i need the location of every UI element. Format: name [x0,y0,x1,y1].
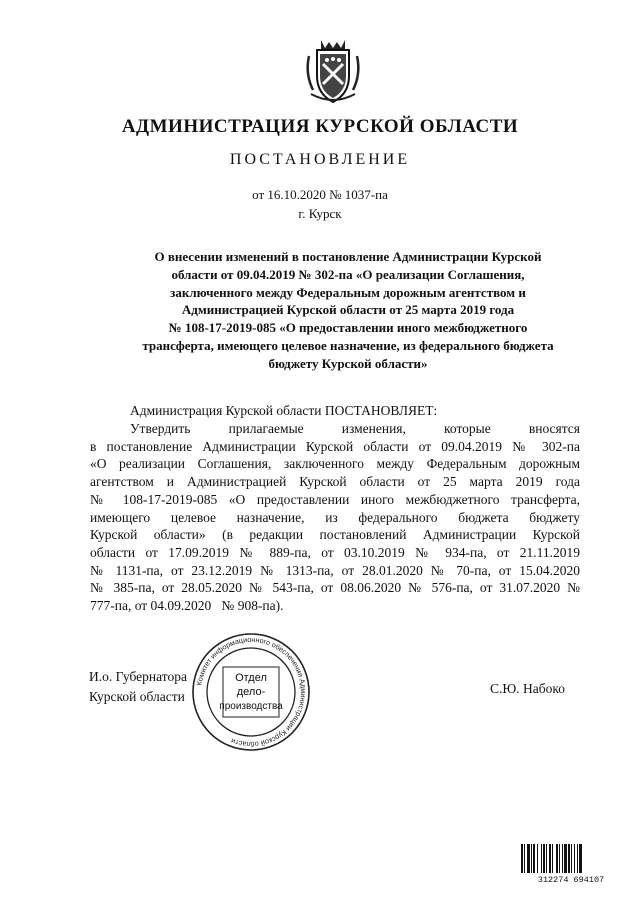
barcode-bar [524,844,525,873]
body-line: № 108-17-2019-085 «О предоставлении иного межбюджетного трансферта, [90,491,580,507]
title-line: области от 09.04.2019 № 302-па «О реализации Соглашения, [171,266,525,282]
body-intro: Администрация Курской области ПОСТАНОВЛЯЕТ: [130,403,438,418]
barcode-bar [564,844,567,873]
barcode-bar [552,844,553,873]
body-line: «О реализации Соглашения, заключенного между Федеральным дорожным [90,456,580,472]
body-line: Утвердить прилагаемые изменения, которые вносятся [130,421,580,436]
coat-of-arms-icon [303,36,363,106]
barcode-bar [571,844,572,873]
barcode-bar [531,844,532,873]
barcode-bar [579,844,582,873]
barcode-bar [533,844,535,873]
document-city: г. Курск [298,206,342,221]
title-line: Администрацией Курской области от 25 марта 2019 года [181,302,515,318]
barcode-bar [549,844,551,873]
title-line: бюджету Курской области» [268,355,428,371]
barcode-number: 312274 694107 [537,875,605,884]
barcode-bar [574,844,575,873]
barcode-bar [543,844,545,873]
title-line: трансферта, имеющего целевое назначение, из федерального бюджета [142,337,554,353]
signatory-name: С.Ю. Набоко [490,681,565,696]
signatory-position-line: И.о. Губернатора [89,669,188,684]
stamp-ring-text: Комитет информационного обеспечения Администрации Курской области [194,634,309,750]
title-line: заключенного между Федеральным дорожным агентством и [170,284,526,300]
body-line: области от 17.09.2019 № 889-па, от 03.10.2019 № 934-па, от 21.11.2019 [90,544,580,560]
body-line: в постановление Администрации Курской области от 09.04.2019 № 302-па [90,438,580,454]
document-type: ПОСТАНОВЛЕНИЕ [229,151,411,168]
barcode-bar [546,844,547,873]
barcode [520,844,622,884]
barcode-bar [527,844,530,873]
stamp-line: дело- [236,686,266,698]
body-paragraph [90,420,580,615]
body-line: Курской области» (в редакции постановлений Администрации Курской [90,527,580,543]
signatory-position-line: Курской области [89,689,185,704]
body-line: имеющего целевое назначение, из федерального бюджета бюджету [90,509,580,525]
title-line: О внесении изменений в постановление Администрации Курской [154,249,542,264]
document-title [118,248,578,373]
barcode-bar [577,844,578,873]
stamp-line: Отдел [235,672,267,684]
barcode-bar [541,844,542,873]
body-line: № 1131-па, от 23.12.2019 № 1313-па, от 28.01.2020 № 70-па, от 15.04.2020 [90,562,580,578]
barcode-bar [556,844,558,873]
office-stamp [190,631,312,753]
body-line: 777-па, от 04.09.2020 № 908-па). [90,598,284,614]
authority-name: АДМИНИСТРАЦИЯ КУРСКОЙ ОБЛАСТИ [121,116,519,137]
barcode-bar [559,844,560,873]
barcode-bar [521,844,523,873]
barcode-bar [562,844,563,873]
body-line: агентством и Администрацией Курской области от 25 марта 2019 года [90,474,580,490]
stamp-line: производства [219,701,283,712]
signatory-position [89,667,187,707]
barcode-bar [537,844,538,873]
body-line: № 385-па, от 28.05.2020 № 543-па, от 08.06.2020 № 576-па, от 31.07.2020 № [90,580,580,596]
barcode-bar [568,844,570,873]
document-date-number: от 16.10.2020 № 1037-па [252,187,388,202]
title-line: № 108-17-2019-085 «О предоставлении иного межбюджетного [168,320,528,336]
